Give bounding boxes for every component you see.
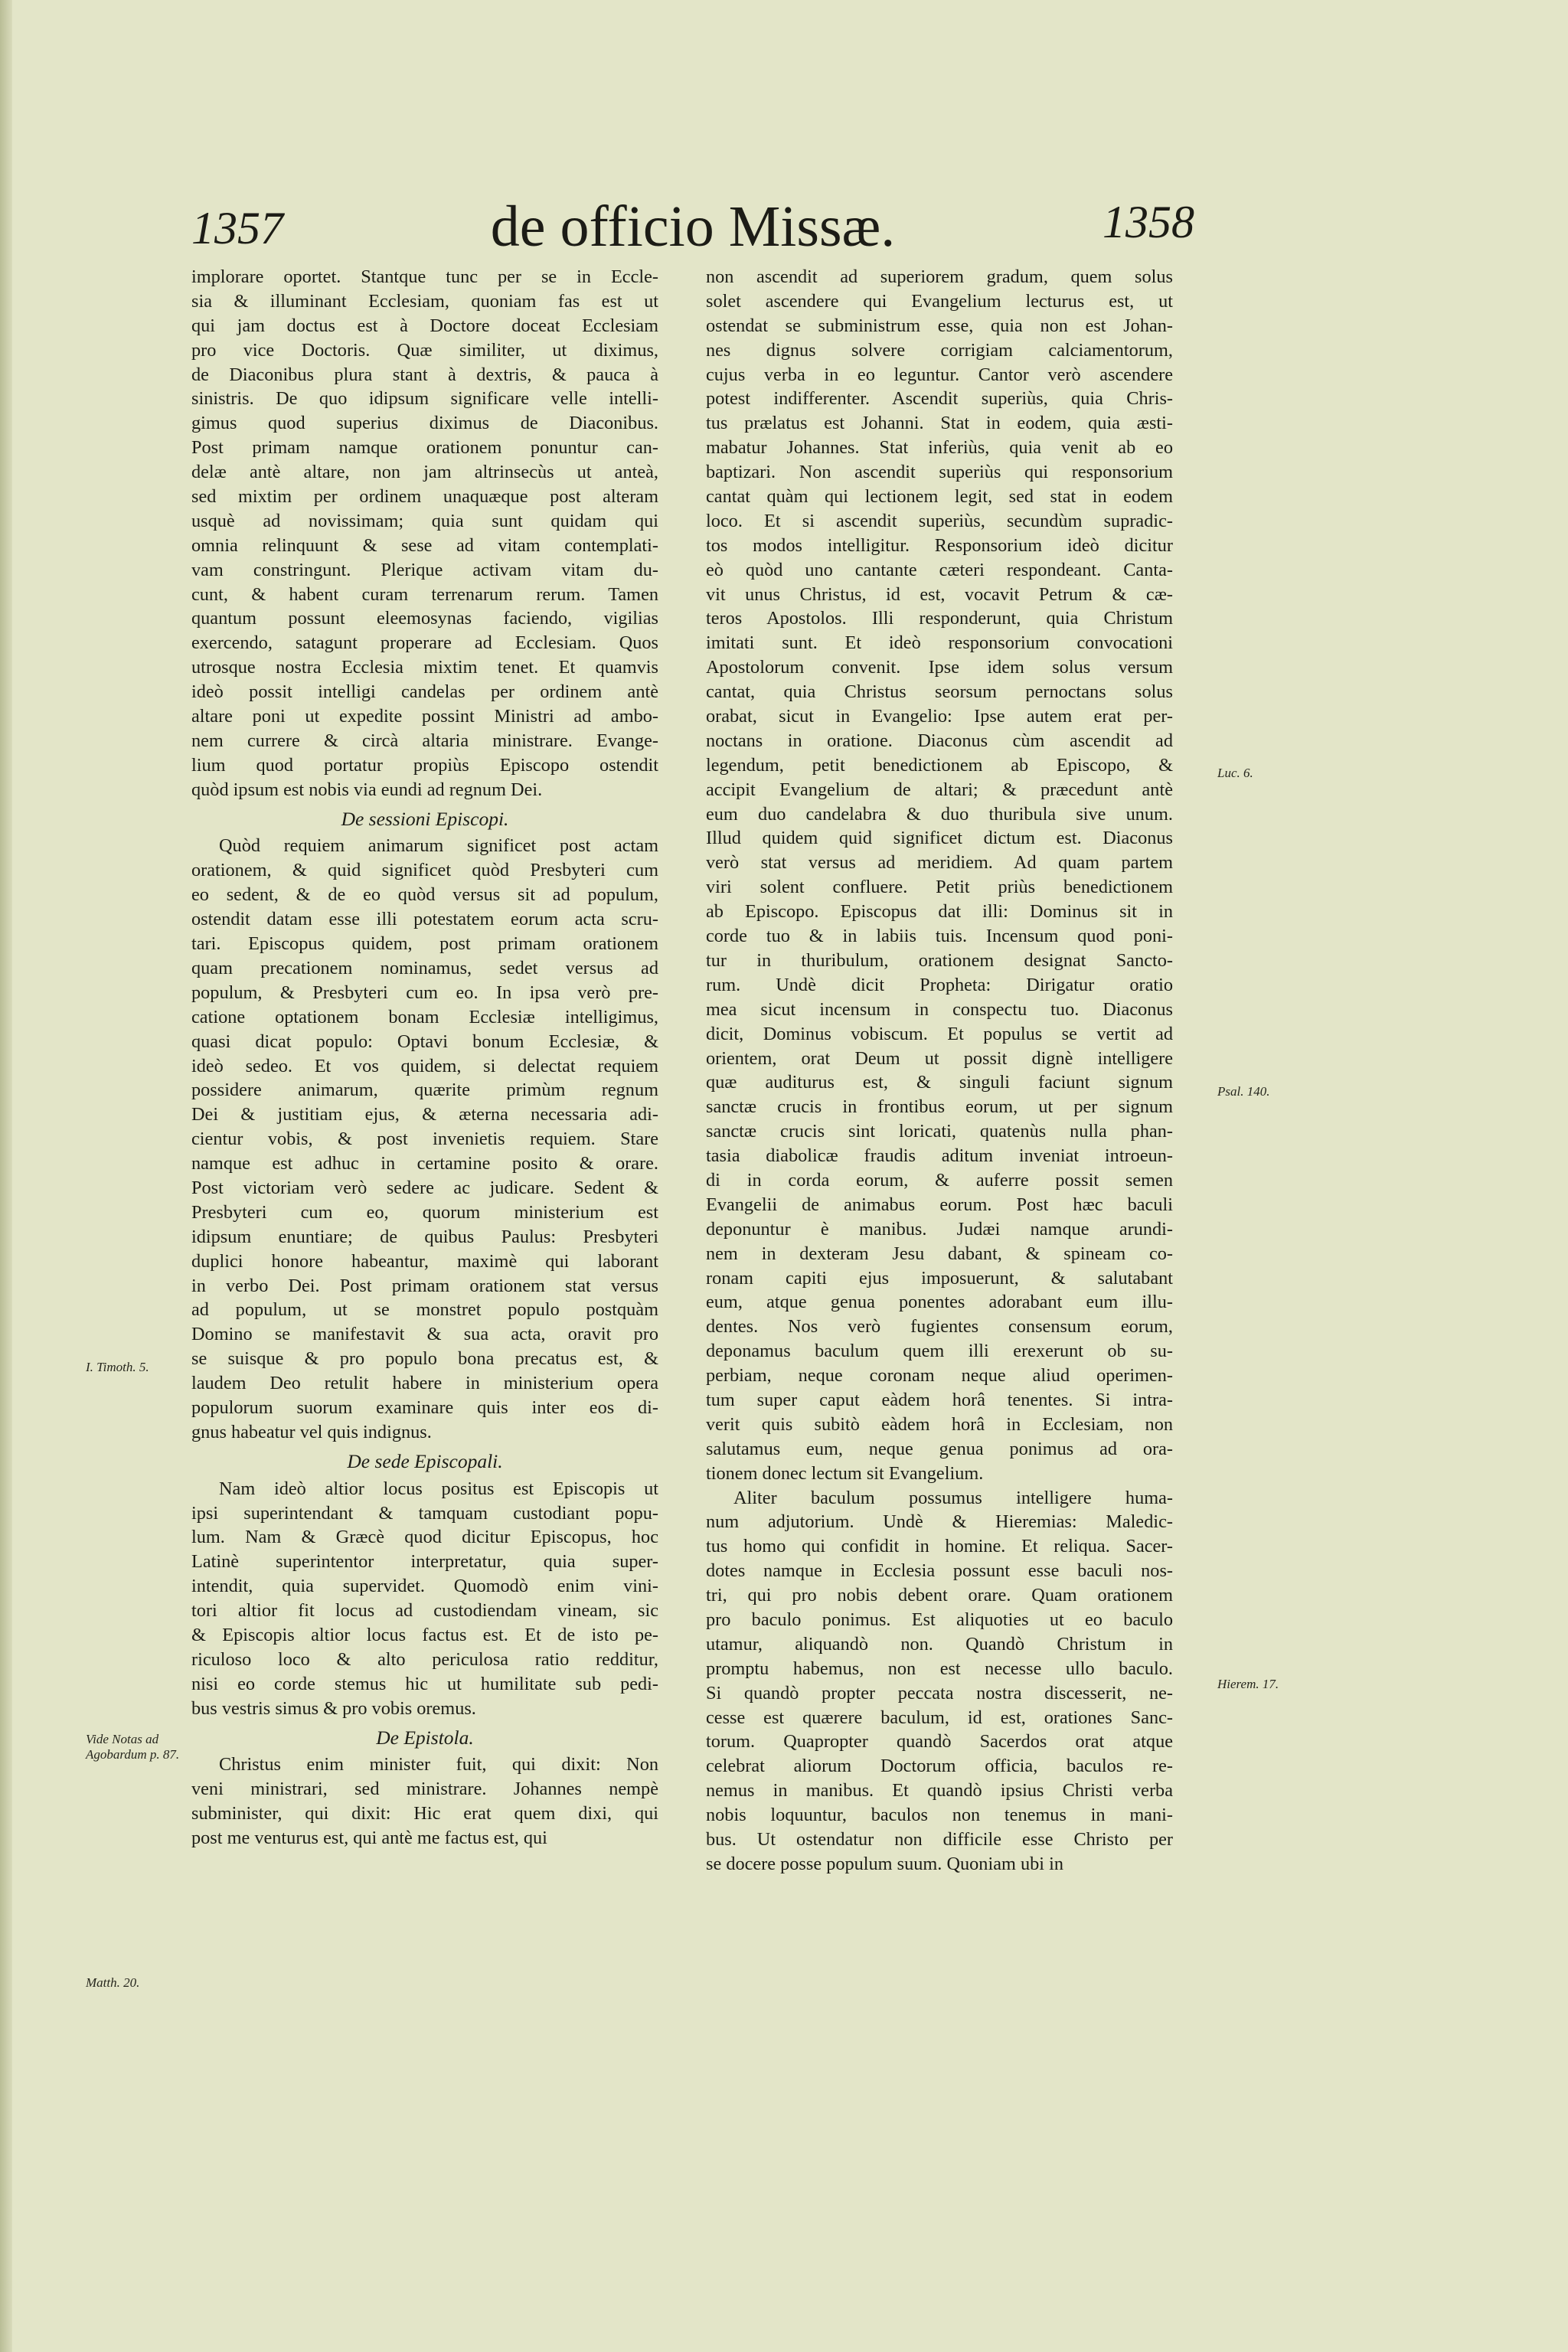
text-line: tri, qui pro nobis debent orare. Quam orationem (706, 1585, 1173, 1606)
text-line: subminister, qui dixit: Hic erat quem dixi, qui (191, 1803, 658, 1824)
text-line: cunt, & habent curam terrenarum rerum. Tamen (191, 583, 658, 605)
text-line: imitati sunt. Et ideò responsorium convocationi (706, 632, 1173, 654)
text-line: torum. Quapropter quandò Sacerdos orat atque (706, 1731, 1173, 1753)
text-line: dentes. Nos verò fugientes consensum eorum, (706, 1316, 1173, 1338)
text-line: dicit, Dominus vobiscum. Et populus se vertit ad (706, 1023, 1173, 1044)
text-line: cantat quàm qui lectionem legit, sed stat in eodem (706, 486, 1173, 508)
text-line: deponuntur è manibus. Judæi namque arundi- (706, 1218, 1173, 1240)
text-line: tori altior fit locus ad custodiendam vineam, sic (191, 1600, 658, 1622)
text-line: orabat, sicut in Evangelio: Ipse autem erat per- (706, 706, 1173, 727)
text-line: tum super caput eàdem horâ tenentes. Si intra- (706, 1389, 1173, 1410)
text-line: orientem, orat Deum ut possit dignè intelligere (706, 1047, 1173, 1069)
section-heading: De Epistola. (376, 1726, 474, 1749)
text-line: quæ auditurus est, & singuli faciunt signum (706, 1072, 1173, 1093)
text-line: Post primam namque orationem ponuntur can- (191, 437, 658, 459)
text-line: Dei & justitiam ejus, & æterna necessaria adi- (191, 1104, 658, 1125)
text-line: ab Episcopo. Episcopus dat illi: Dominus sit in (706, 901, 1173, 923)
text-line: rum. Undè dicit Propheta: Dirigatur oratio (706, 974, 1173, 995)
text-line: baptizari. Non ascendit superiùs qui responsorium (706, 462, 1173, 483)
text-line: solet ascendere qui Evangelium lecturus est, ut (706, 290, 1173, 312)
text-line: implorare oportet. Stantque tunc per se in Eccle- (191, 266, 658, 287)
text-line: cientur vobis, & post invenietis requiem. Stare (191, 1129, 658, 1150)
text-line: usquè ad novissimam; quia sunt quidam qui (191, 510, 658, 531)
text-line: tasia diabolicæ fraudis aditum inveniat introeun- (706, 1145, 1173, 1167)
text-line: & Episcopis altior locus factus est. Et de isto pe- (191, 1624, 658, 1645)
text-line: ronam capiti ejus imposuerunt, & salutabant (706, 1267, 1173, 1289)
text-line: altare poni ut expedite possint Ministri ad ambo- (191, 706, 658, 727)
text-line: sanctæ crucis sint loricati, quatenùs nulla phan- (706, 1121, 1173, 1142)
text-line: eum, atque genua ponentes adorabant eum illu- (706, 1292, 1173, 1313)
text-line: populum, & Presbyteri cum eo. In ipsa verò pre- (191, 982, 658, 1003)
text-line: de Diaconibus plura stant à dextris, & pauca à (191, 364, 658, 385)
text-line: pro vice Doctoris. Quæ similiter, ut diximus, (191, 339, 658, 361)
text-line: utamur, aliquandò non. Quandò Christum in (706, 1633, 1173, 1655)
text-line: quantum possunt eleemosynas faciendo, vigilias (191, 608, 658, 629)
text-line: vam constringunt. Plerique activam vitam du- (191, 559, 658, 580)
text-line: se docere posse populum suum. Quoniam ubi in (706, 1853, 1063, 1874)
text-line: lum. Nam & Græcè quod dicitur Episcopus, hoc (191, 1527, 658, 1548)
text-line: sia & illuminant Ecclesiam, quoniam fas est ut (191, 290, 658, 312)
text-line: cujus verba in eo leguntur. Cantor verò ascendere (706, 364, 1173, 385)
text-line: nemus in manibus. Et quandò ipsius Christi verba (706, 1780, 1173, 1802)
text-line: sanctæ crucis in frontibus eorum, ut per signum (706, 1096, 1173, 1118)
text-line: utrosque nostra Ecclesia mixtim tenet. Et quamvis (191, 657, 658, 678)
section-heading: De sessioni Episcopi. (341, 807, 509, 830)
text-line: cesse est quærere baculum, id est, orationes Sanc- (706, 1707, 1173, 1728)
text-line: di in corda eorum, & auferre possit semen (706, 1169, 1173, 1191)
text-line: eum duo candelabra & duo thuribula sive unum. (706, 803, 1173, 825)
text-line: dotes namque in Ecclesia possunt esse baculi nos- (706, 1560, 1173, 1582)
text-line: se suisque & pro populo bona precatus est, & (191, 1348, 658, 1370)
text-line: verit quis subitò eàdem horâ in Ecclesiam, non (706, 1413, 1173, 1435)
text-line: gimus quod superius diximus de Diaconibus. (191, 413, 658, 434)
text-line: nisi eo corde stemus hic ut humilitate sub pedi- (191, 1673, 658, 1694)
text-line: ideò possit intelligi candelas per ordinem antè (191, 681, 658, 703)
text-line: eò quòd uno cantante cæteri respondeant. Canta- (706, 559, 1173, 580)
text-line: Presbyteri cum eo, quorum ministerium est (191, 1201, 658, 1223)
text-line: sed mixtim per ordinem unaquæque post alteram (191, 486, 658, 508)
text-line: ipsi superintendant & tamquam custodiant popu- (191, 1502, 658, 1524)
text-line: Christus enim minister fuit, qui dixit: Non (219, 1754, 658, 1775)
text-line: tari. Episcopus quidem, post primam orationem (191, 933, 658, 955)
page-number-right: 1358 (1102, 197, 1194, 247)
text-line: Nam ideò altior locus positus est Episcopis ut (219, 1478, 658, 1499)
text-line: in verbo Dei. Post primam orationem stat versus (191, 1275, 658, 1296)
text-line: noctans in oratione. Diaconus cùm ascendit ad (706, 730, 1173, 751)
text-line: num adjutorium. Undè & Hieremias: Maledic- (706, 1511, 1173, 1533)
text-line: Apostolorum convenit. Ipse idem solus versum (706, 657, 1173, 678)
text-line: ad populum, ut se monstret populo postquàm (191, 1299, 658, 1321)
text-line: tionem donec lectum sit Evangelium. (706, 1462, 984, 1484)
text-line: promptu habemus, non est necesse ullo baculo. (706, 1658, 1173, 1679)
text-line: Latinè superintentor interpretatur, quia super- (191, 1551, 658, 1573)
text-line: salutamus eum, neque genua ponimus ad ora- (706, 1438, 1173, 1459)
section-heading: De sede Episcopali. (347, 1449, 503, 1472)
margin-note-luke: Luc. 6. (1217, 766, 1253, 780)
text-line: namque est adhuc in certamine posito & orare. (191, 1153, 658, 1174)
text-line: mea sicut incensum in conspectu tuo. Diaconus (706, 998, 1173, 1020)
text-line: Illud quidem quid significet dictum est. Diaconus (706, 828, 1173, 849)
margin-note-matthew: Matth. 20. (86, 1975, 140, 1990)
text-line: Quòd requiem animarum significet post actam (219, 835, 658, 857)
text-line: vit unus Christus, id est, vocavit Petrum & cæ- (706, 583, 1173, 605)
text-line: non ascendit ad superiorem gradum, quem solus (706, 266, 1173, 287)
text-line: qui jam doctus est à Doctore doceat Ecclesiam (191, 315, 658, 336)
text-line: intendit, quia supervidet. Quomodò enim vini- (191, 1576, 658, 1597)
text-line: potest indifferenter. Ascendit superiùs, quia Chris- (706, 388, 1173, 410)
page-number-left: 1357 (191, 203, 283, 253)
text-line: nem in dexteram Jesu dabant, & spineam co- (706, 1243, 1173, 1264)
text-line: Post victoriam verò sedere ac judicare. Sedent & (191, 1177, 658, 1198)
text-line: viri solent confluere. Petit priùs benedictionem (706, 877, 1173, 898)
text-line: legendum, petit benedictionem ab Episcopo, & (706, 754, 1173, 776)
text-line: cantat, quia Christus seorsum pernoctans solus (706, 681, 1173, 703)
text-line: Domino se manifestavit & sua acta, oravit pro (191, 1324, 658, 1345)
text-line: sinistris. De quo idipsum significare velle intelli- (191, 388, 658, 410)
text-line: ideò sedeo. Et vos quidem, si delectat requiem (191, 1055, 658, 1076)
text-line: omnia relinquunt & sese ad vitam contemplati- (191, 534, 658, 556)
text-line: bus. Ut ostendatur non difficile esse Christo per (706, 1829, 1173, 1850)
text-line: idipsum enuntiare; de quibus Paulus: Presbyteri (191, 1226, 658, 1247)
text-line: mabatur Johannes. Stat inferiùs, quia venit ab eo (706, 437, 1173, 459)
right-column (706, 265, 1173, 2110)
text-line: deponamus baculum quem illi erexerunt ob su- (706, 1341, 1173, 1362)
text-line: ostendat se subministrum esse, quia non est Johan- (706, 315, 1173, 336)
text-line: populorum suorum examinare quis inter eos di- (191, 1396, 658, 1418)
text-line: exercendo, satagunt properare ad Ecclesiam. Quos (191, 632, 658, 654)
text-line: eo sedent, & de eo quòd versus sit ad populum, (191, 884, 658, 906)
text-line: Aliter baculum possumus intelligere huma- (733, 1487, 1173, 1508)
text-line: celebrat aliorum Doctorum officia, baculos re- (706, 1756, 1173, 1777)
text-line: perbiam, neque coronam neque aliud operimen- (706, 1365, 1173, 1387)
text-line: ostendit datam esse illi potestatem eorum acta scru- (191, 909, 658, 930)
text-line: catione optationem bonam Ecclesiæ intelligimus, (191, 1006, 658, 1027)
page-edge (0, 0, 12, 2352)
text-line: teros Apostolos. Illi responderunt, quia Christum (706, 608, 1173, 629)
text-line: Evangelii de animabus eorum. Post hæc baculi (706, 1194, 1173, 1215)
text-line: loco. Et si ascendit superiùs, secundùm supradic- (706, 510, 1173, 531)
text-line: corde tuo & in labiis tuis. Incensum quod poni- (706, 926, 1173, 947)
text-line: tos modos intelligitur. Responsorium ideò dicitur (706, 534, 1173, 556)
margin-note-vide: Vide Notas ad Agobardum p. 87. (86, 1732, 180, 1762)
text-line: duplici honore habeantur, maximè qui laborant (191, 1250, 658, 1272)
text-line: quam precationem nominamus, sedet versus ad (191, 957, 658, 978)
text-line: nes dignus solvere corrigiam calciamentorum, (706, 339, 1173, 361)
text-line: tus homo qui confidit in homine. Et reliqua. Sacer- (706, 1536, 1173, 1557)
text-line: pro baculo ponimus. Est aliquoties ut eo baculo (706, 1609, 1173, 1630)
margin-note-jeremiah: Hierem. 17. (1217, 1677, 1279, 1691)
text-line: bus vestris simus & pro vobis oremus. (191, 1697, 476, 1719)
text-line: delæ antè altare, non jam altrinsecùs ut anteà, (191, 462, 658, 483)
text-line: accipit Evangelium de altari; & præcedunt antè (706, 779, 1173, 800)
text-line: veni ministrari, sed ministrare. Johannes nempè (191, 1779, 658, 1800)
text-line: tur in thuribulum, orationem designat Sancto- (706, 949, 1173, 971)
text-line: quòd ipsum est nobis via eundi ad regnum Dei. (191, 779, 543, 800)
text-line: nobis loquuntur, baculos non tenemus in mani- (706, 1805, 1173, 1826)
text-line: gnus habeatur vel quis indignus. (191, 1421, 432, 1442)
text-line: nem currere & circà altaria ministrare. Evange- (191, 730, 658, 751)
text-line: quasi dicat populo: Optavi bonum Ecclesiæ, & (191, 1031, 658, 1052)
text-line: verò stat versus ad meridiem. Ad quam partem (706, 852, 1173, 874)
text-line: Si quandò propter peccata nostra discesserit, ne- (706, 1682, 1173, 1704)
text-line: post me venturus est, qui antè me factus est, qui (191, 1828, 547, 1849)
running-title: de officio Missæ. (490, 194, 896, 259)
margin-note-timothy: I. Timoth. 5. (86, 1360, 149, 1374)
text-line: orationem, & quid significet quòd Presbyteri cum (191, 860, 658, 881)
text-line: lium quod portatur propiùs Episcopo ostendit (191, 754, 658, 776)
text-line: riculoso loco & alto periculosa ratio redditur, (191, 1648, 658, 1670)
text-line: laudem Deo retulit habere in ministerium opera (191, 1373, 658, 1394)
text-line: tus prælatus est Johanni. Stat in eodem, quia æsti- (706, 413, 1173, 434)
page-header (191, 191, 1194, 268)
margin-note-psalm: Psal. 140. (1217, 1084, 1270, 1099)
text-line: possidere animarum, quærite primùm regnum (191, 1080, 658, 1101)
left-column (191, 265, 658, 2110)
